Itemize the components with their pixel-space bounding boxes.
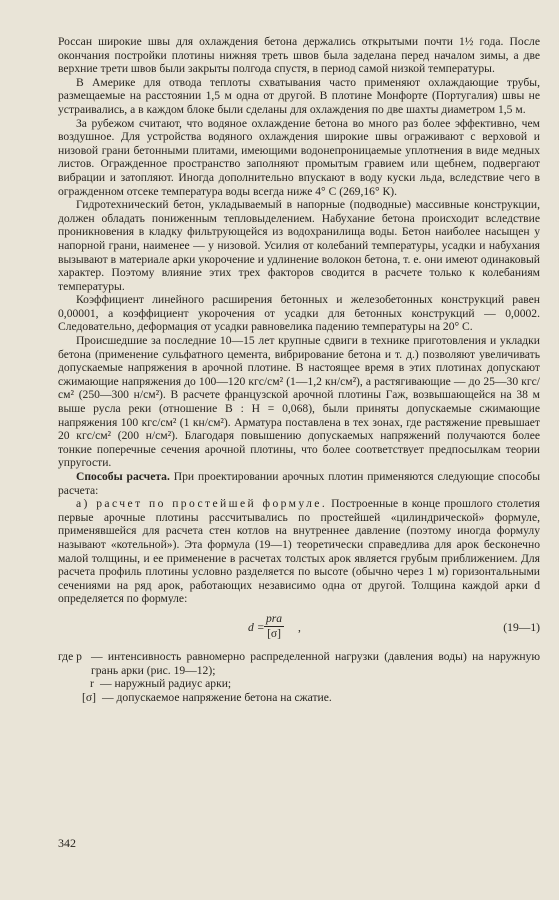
paragraph-4: Гидротехнический бетон, укладываемый в напорные (подводные) массивные конструкции, должен обладать пониженным тепловыделением. Набухание бетона происходит вследствие проникновения в кладку фильтрующейся из водохранилища воды. Бетон наиболее насыщен у напорной грани, наименее — у низовой. Усилия от колебаний температуры, усадки и набухания вызывают в материале арки укорочение и удлинение волокон бетона, т. е. они имеют одинаковый характер. Поэтому влияние этих трех факторов сводится в расчете только к колебаниям температуры. <box>58 198 540 293</box>
definition-text: — интенсивность равномерно распределенной нагрузки (давления воды) на наружную грань арки (рис. 19—12); <box>91 649 540 677</box>
formula-definitions <box>58 650 540 704</box>
formula-denominator: [σ] <box>267 626 282 640</box>
definition-term: [σ] <box>82 690 96 704</box>
paragraph-6: Происшедшие за последние 10—15 лет крупные сдвиги в технике приготовления и укладки бетона (применение сульфатного цемента, вибрирование бетона и т. д.) позволяют увеличивать допускаемые напряжения в арочной плотине. В настоящее время в этих плотинах допускают сжимающие напряжения до 100—120 кгс/см² (1—1,2 кн/см²), а растягивающие — до 25—30 кгс/см² (250—300 н/см²). В расчете французской арочной плотины Гаж, возвышающейся на 38 м выше русла реки (отношение B : H = 0,068), были приняты допускаемые сжимающие напряжения 100 кгс/см² (1 кн/см²). Арматура поставлена в тех зонах, где растяжение превышает 20 кгс/см² (200 н/см²). Благодаря повышению допускаемых напряжений получаются более тонкие поперечные сечения арочной плотины, что более соответствует предпосылкам теории упругости. <box>58 334 540 470</box>
method-a-text: Построенные в конце прошлого столетия первые арочные плотины рассчитывались по простейшей «цилиндрической» формуле, применявшейся для расчета стен котлов на внутреннее давление (поэтому иногда формулу называют «котельной»). Эта формула (19—1) теоретически справедлива для арок бесконечно малой толщины, и ее применение в расчетах толстых арок является грубым приближением. Для расчета профиль плотины условно разделяется по высоте (обычно через 1 м) горизонтальными сечениями на ряд арок, работающих независимо одна от другой. Толщина каждой арки d определяется по формуле: <box>58 497 540 606</box>
formula-lhs: d = <box>248 620 265 634</box>
methods-heading: Способы расчета. <box>76 470 170 483</box>
definition-term: r <box>90 677 94 691</box>
definition-p <box>58 650 540 677</box>
method-a-paragraph <box>58 497 540 606</box>
formula-numerator: pra <box>266 611 283 625</box>
paragraph-1: Россан широкие швы для охлаждения бетона держались открытыми почти 1½ года. После окончания постройки плотины нижняя треть швов была заделана перед началом зимы, а две верхние трети швов были закрыты полгода спустя, в период самой низкой температуры. <box>58 35 540 76</box>
formula-comma: , <box>298 620 301 634</box>
formula-number: (19—1) <box>503 620 540 634</box>
body-text <box>58 35 540 704</box>
definition-sigma <box>58 691 540 705</box>
definition-term: где p <box>58 649 82 663</box>
formula-19-1 <box>58 612 540 646</box>
definition-text: — наружный радиус арки; <box>100 677 232 691</box>
paragraph-2: В Америке для отвода теплоты схватывания часто применяют охлаждающие трубы, размещаемые на расстоянии 1,5 м одна от другой. В плотине Монфорте (Португалия) швы не устраивались, а в каждом блоке были сделаны для охлаждения по две шахты диаметром 1,5 м. <box>58 75 540 116</box>
page-number: 342 <box>58 836 76 850</box>
paragraph-5: Коэффициент линейного расширения бетонных и железобетонных конструкций равен 0,00001, а коэффициент укорочения от усадки для бетонных конструкций — 0,0002. Следовательно, деформация от усадки равновелика падению температуры на 20° С. <box>58 293 540 334</box>
methods-intro: При проектировании арочных плотин применяются следующие способы расчета: <box>58 470 540 497</box>
definition-text: — допускаемое напряжение бетона на сжатие. <box>102 690 332 704</box>
method-a-label: а) расчет по простейшей формуле. <box>76 497 328 511</box>
definition-r <box>58 677 540 691</box>
methods-paragraph <box>58 470 540 497</box>
formula-fraction <box>264 612 284 641</box>
paragraph-3: За рубежом считают, что водяное охлаждение бетона во много раз более эффективно, чем воздушное. Для устройства водяного охлаждения широкие швы ограживают с верховой и низовой грани бетонными плитами, имеющими водонепроницаемые уплотнения в виде медных листов. Огражденное пространство заполняют промытым гравием или щебнем, подвергают вибрации и затопляют. Иногда дополнительно впускают в воду куски льда, вследствие чего в огражденном отсеке температура воды всегда ниже 4° С (269,16° К). <box>58 116 540 198</box>
